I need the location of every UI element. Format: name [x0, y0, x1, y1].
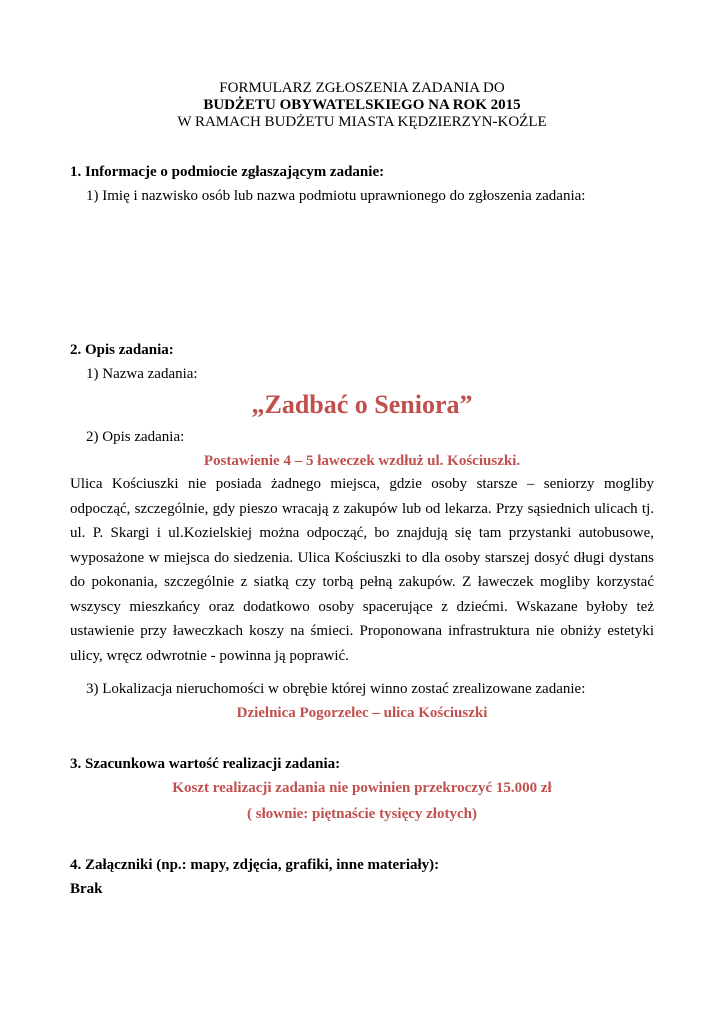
task-name: „Zadbać o Seniora” — [251, 390, 473, 419]
attachments-value: Brak — [70, 881, 103, 897]
section-1-item-1: 1) Imię i nazwisko osób lub nazwa podmiotu uprawnionego do zgłoszenia zadania: — [86, 188, 586, 204]
header-line-3: W RAMACH BUDŻETU MIASTA KĘDZIERZYN-KOŹLE — [177, 114, 547, 130]
description-title: Postawienie 4 – 5 ławeczek wzdłuż ul. Kościuszki. — [203, 453, 521, 469]
description-body: Ulica Kościuszki nie posiada żadnego miejsca, gdzie osoby starsze – seniorzy mogliby odpocząć, szczególnie, gdy pieszo wracają z zakupów lub od lekarza. Przy sąsiednich ulicach tj. ul. P. Skargi i ul.Kozielskiej można odpocząć, bo znajdują się tam przystanki autobusowe, wyposażone w miejsca do siedzenia. Ulica Kościuszki to dla osoby starszej dosyć długi dystans do pokonania, szczególnie z siatką czy torbą pełną zakupów. Z ławeczek mogliby korzystać wszyscy mieszkańcy oraz dodatkowo osoby spacerujące z dziećmi. Wskazane byłoby też ustawienie przy ławeczkach koszy na śmieci. Proponowana infrastruktura nie obniży estetyki ulicy, wręcz odwrotnie - powinna ją poprawić. — [70, 476, 654, 664]
section-2-item-2-label: 2) Opis zadania: — [86, 429, 185, 445]
cost: Koszt realizacji zadania nie powinien przekroczyć 15.000 zł — [172, 780, 552, 796]
section-2-heading: 2. Opis zadania: — [70, 342, 174, 358]
header-line-1: FORMULARZ ZGŁOSZENIA ZADANIA DO — [219, 80, 505, 96]
section-4-heading: 4. Załączniki (np.: mapy, zdjęcia, grafiki, inne materiały): — [70, 857, 440, 873]
section-2-item-1-label: 1) Nazwa zadania: — [86, 366, 198, 382]
location: Dzielnica Pogorzelec – ulica Kościuszki — [236, 705, 488, 721]
section-1-heading: 1. Informacje o podmiocie zgłaszającym zadanie: — [70, 164, 385, 180]
header-line-2: BUDŻETU OBYWATELSKIEGO NA ROK 2015 — [203, 97, 521, 113]
section-3-heading: 3. Szacunkowa wartość realizacji zadania: — [70, 756, 341, 772]
section-2-item-3-label: 3) Lokalizacja nieruchomości w obrębie której winno zostać zrealizowane zadanie: — [86, 681, 586, 697]
cost-in-words: ( słownie: piętnaście tysięcy złotych) — [247, 806, 477, 822]
